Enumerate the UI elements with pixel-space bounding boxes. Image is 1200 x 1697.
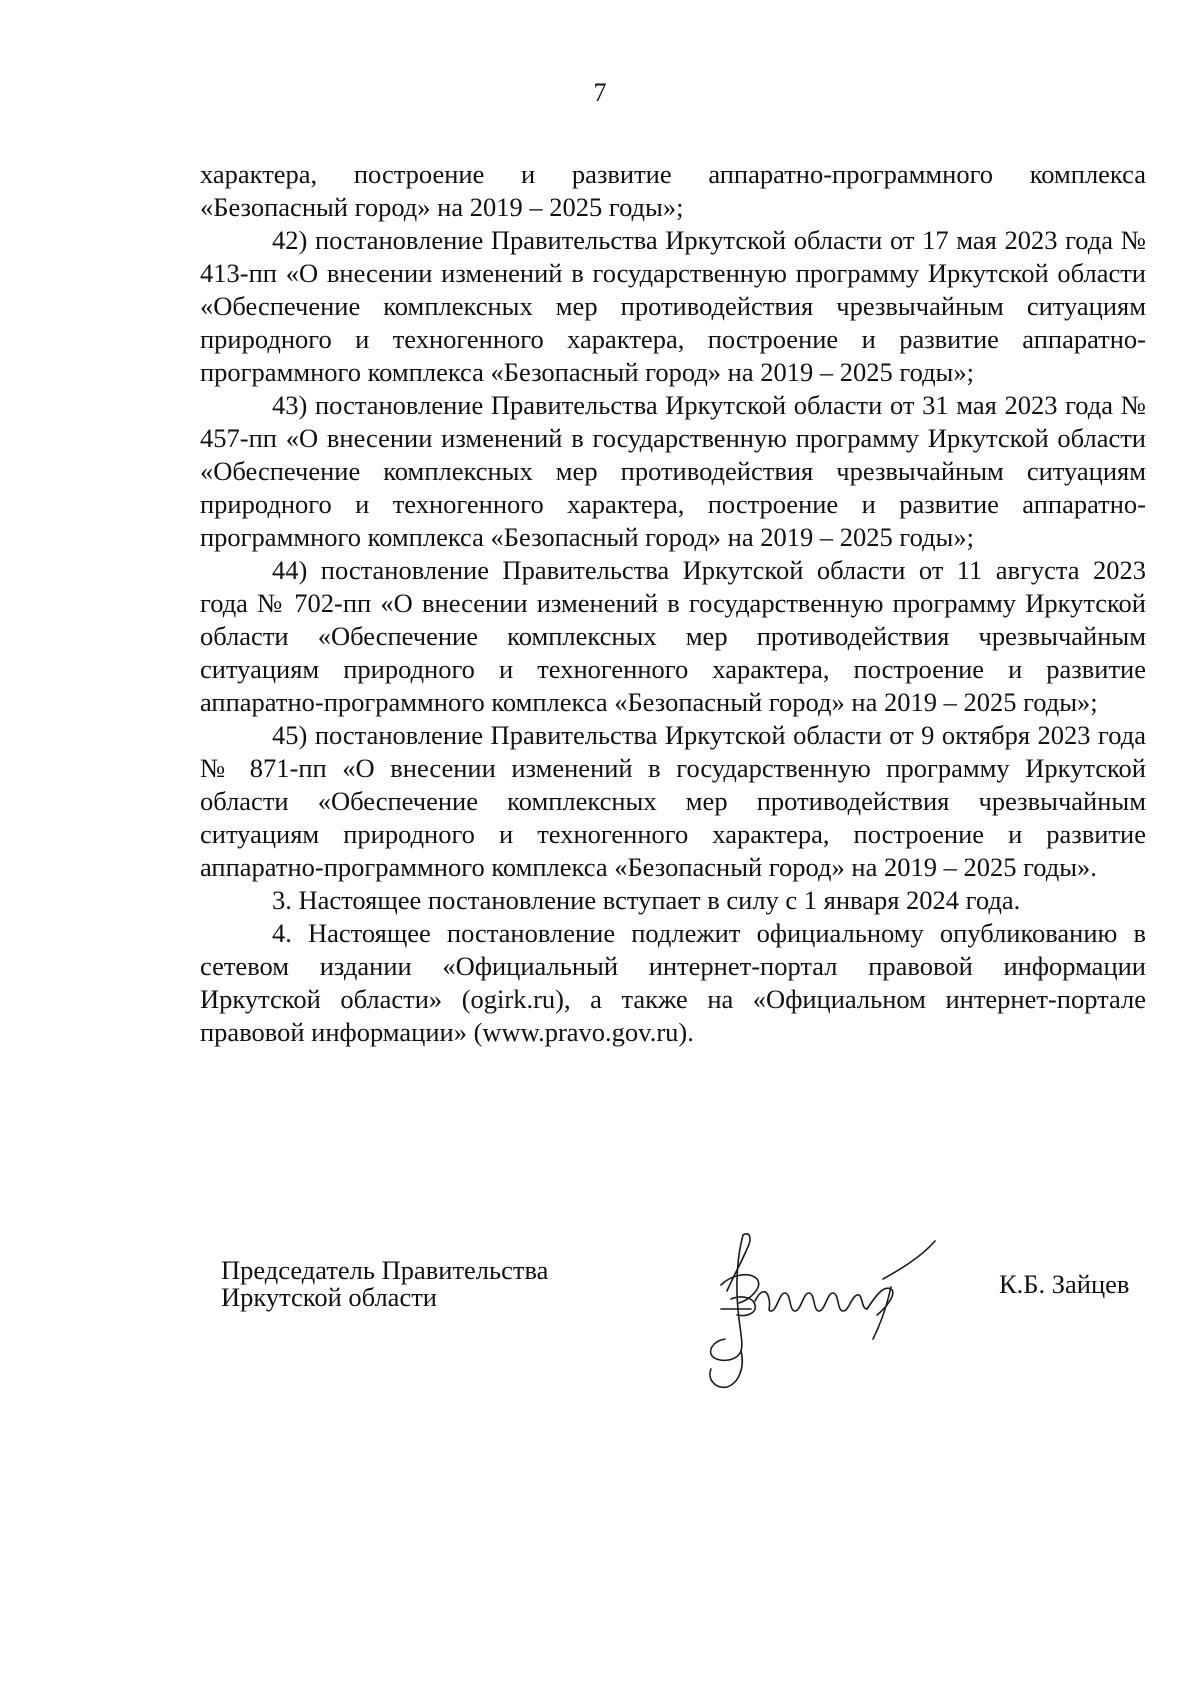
document-body [200, 158, 1146, 1049]
signer-title-line-2: Иркутской области [221, 1282, 437, 1312]
paragraph-item-42: 42) постановление Правительства Иркутской области от 17 мая 2023 года № 413-пп «О внесении изменений в государственную программу Иркутской области «Обеспечение комплексных мер противодействия чрезвычайным ситуациям природного и техногенного характера, построение и развитие аппаратно-программного комплекса «Безопасный город» на 2019 – 2025 годы»; [200, 225, 1146, 387]
page-number: 7 [593, 78, 607, 107]
paragraph-continuation: характера, построение и развитие аппаратно-программного комплекса «Безопасный город» на 2019 – 2025 годы»; [200, 159, 1146, 222]
paragraph-clause-4: 4. Настоящее постановление подлежит официальному опубликованию в сетевом издании «Официальный интернет-портал правовой информации Иркутской области» (ogirk.ru), а также на «Официальном интернет-портале правовой информации» (www.pravo.gov.ru). [200, 918, 1146, 1047]
paragraph-item-43: 43) постановление Правительства Иркутской области от 31 мая 2023 года № 457-пп «О внесении изменений в государственную программу Иркутской области «Обеспечение комплексных мер противодействия чрезвычайным ситуациям природного и техногенного характера, построение и развитие аппаратно-программного комплекса «Безопасный город» на 2019 – 2025 годы»; [200, 390, 1146, 552]
paragraph-clause-3: 3. Настоящее постановление вступает в силу с 1 января 2024 года. [272, 885, 1021, 915]
signer-title-line-1: Председатель Правительства [221, 1255, 549, 1285]
paragraph-item-45: 45) постановление Правительства Иркутской области от 9 октября 2023 года № 871-пп «О внесении изменений в государственную программу Иркутской области «Обеспечение комплексных мер противодействия чрезвычайным ситуациям природного и техногенного характера, построение и развитие аппаратно-программного комплекса «Безопасный город» на 2019 – 2025 годы». [200, 720, 1146, 882]
signer-title [221, 1257, 548, 1311]
signature-block [221, 1257, 1161, 1417]
handwritten-signature [691, 1227, 941, 1392]
paragraph-item-44: 44) постановление Правительства Иркутской области от 11 августа 2023 года № 702-пп «О внесении изменений в государственную программу Иркутской области «Обеспечение комплексных мер противодействия чрезвычайным ситуациям природного и техногенного характера, построение и развитие аппаратно-программного комплекса «Безопасный город» на 2019 – 2025 годы»; [200, 555, 1146, 717]
signer-name: К.Б. Зайцев [999, 1269, 1130, 1299]
